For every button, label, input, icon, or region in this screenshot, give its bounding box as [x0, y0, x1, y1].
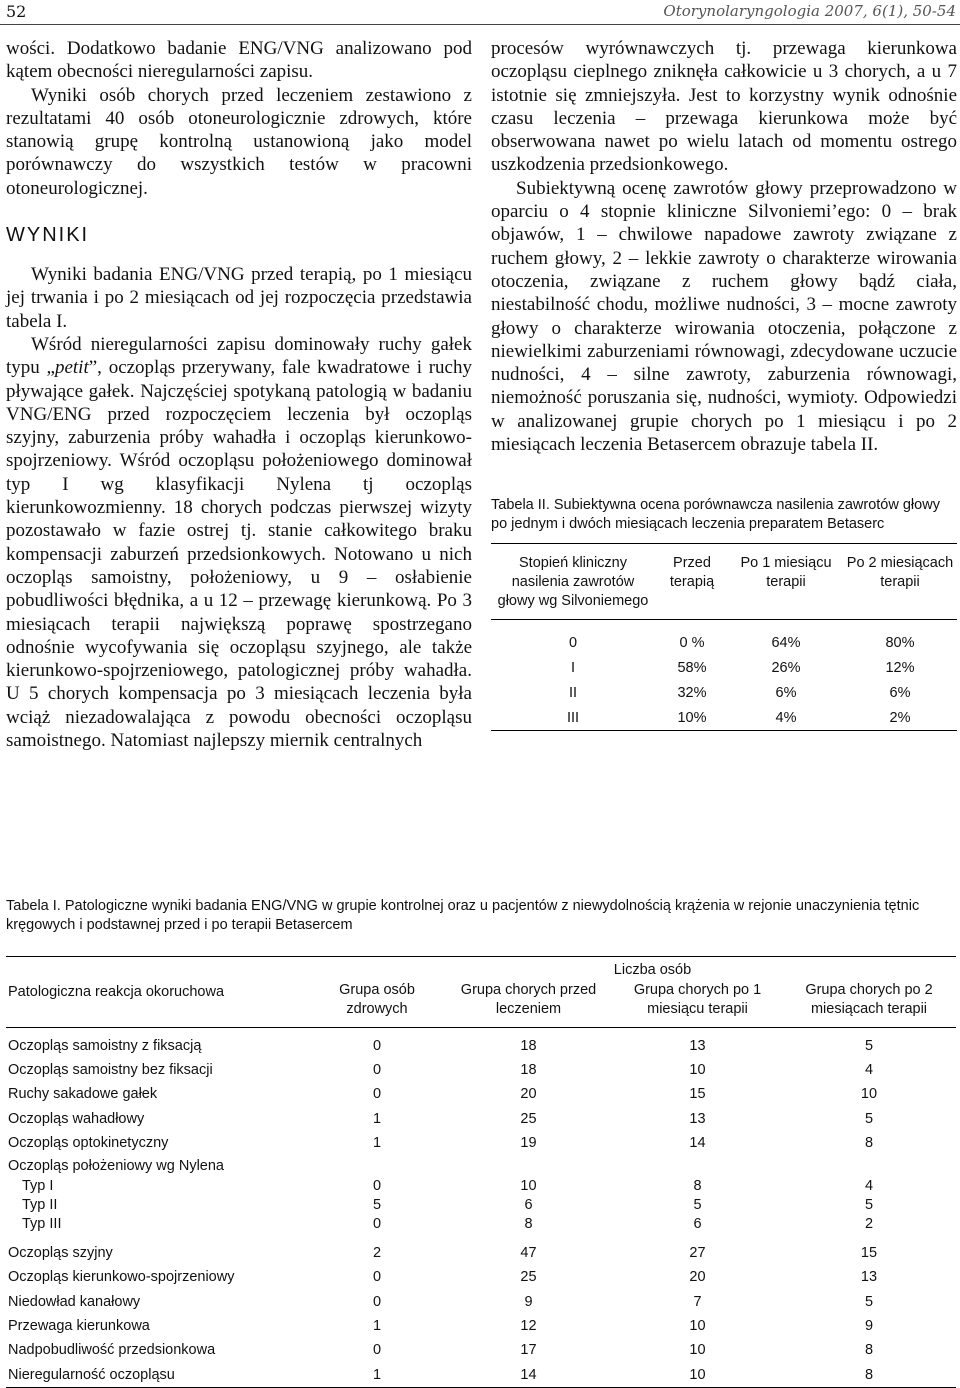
table-cell: 8 — [693, 1178, 702, 1195]
table-cell: 0 — [372, 1086, 382, 1103]
table-cell: Oczopląs położeniowy wg Nylena — [8, 1157, 224, 1174]
column-header: Po 1 miesiącu terapii — [740, 555, 832, 591]
table-row — [6, 1290, 956, 1314]
table-cell: 19 — [520, 1134, 537, 1151]
table-cell: 10 — [689, 1061, 706, 1078]
table-cell: 18 — [520, 1061, 537, 1078]
table-cell: 2% — [889, 709, 911, 726]
table-cell: 20 — [689, 1269, 706, 1286]
column-header: Grupa osób zdrowych — [339, 982, 415, 1017]
paragraph: procesów wyrównawczych tj. przewaga kierunkowa oczopląsu cieplnego zniknęła całkowicie u 3 chorych, a u 7 istotnie się zmniejszyła. Jest to korzystny wynik odnośnie czasu leczenia – przewaga kierunkowa może być obserwowana nawet po wielu latach od momentu ostrego uszkodzenia przedsionkowego. — [491, 38, 957, 176]
table-cell: 8 — [864, 1366, 874, 1383]
table-row — [6, 1339, 956, 1363]
column-header: Grupa chorych po 1 miesiącu terapii — [633, 982, 762, 1017]
header-rule — [0, 24, 960, 25]
table-cell: 5 — [864, 1293, 874, 1310]
table-cell — [613, 1155, 782, 1177]
table-cell: 17 — [520, 1342, 537, 1359]
table-cell: 5 — [864, 1037, 874, 1054]
group-header: Liczba osób — [613, 962, 692, 978]
table-cell: Oczopląs samoistny z fiksacją — [8, 1037, 202, 1054]
table-cell: 12% — [885, 659, 915, 676]
table-cell: 10 — [860, 1086, 878, 1103]
table-cell: 47 — [520, 1245, 537, 1262]
table-cell: 0 — [372, 1037, 382, 1054]
table-cell: 6% — [889, 684, 911, 701]
table-row — [491, 680, 957, 705]
right-column — [491, 37, 957, 731]
table-cell: 12 — [520, 1318, 537, 1335]
table-cell: 2 — [864, 1216, 874, 1233]
table-cell: I — [570, 659, 576, 676]
table-row — [6, 1058, 956, 1082]
table-cell: 0 — [372, 1061, 382, 1078]
paragraph: Wyniki badania ENG/VNG przed terapią, po 1 miesiącu jej trwania i po 2 miesiącach od jej rozpoczęcia przedstawia tabela I. — [6, 264, 472, 332]
table-cell: 5 — [864, 1110, 874, 1127]
table-cell: 26% — [771, 659, 801, 676]
table-row — [6, 1083, 956, 1107]
table-cell: Nadpobudliwość przedsionkowa — [8, 1342, 216, 1359]
table-row — [6, 1107, 956, 1131]
table-row — [6, 1266, 956, 1290]
table-cell: 5 — [693, 1197, 702, 1214]
table-group-row — [6, 1155, 956, 1177]
table-row — [6, 1028, 956, 1059]
column-header: Patologiczna reakcja okoruchowa — [8, 983, 225, 1000]
table-row — [6, 1131, 956, 1155]
table-cell: 4% — [775, 709, 797, 726]
table-cell: 25 — [520, 1269, 537, 1286]
page-header — [0, 0, 960, 26]
table-cell: 6 — [693, 1216, 702, 1233]
table-cell: 1 — [372, 1318, 382, 1335]
italic-term: petit — [54, 357, 89, 379]
paragraph-text: ”, oczopląs przerywany, fale kwadratowe i ruchy pływające gałek. Najczęściej spotykaną patologią w badaniu VNG/ENG przed rozpoczęciem leczenia był oczopląs szyjny, zaburzenia próby wahadła i oczopląs kierunkowo-spojrzeniowy. Wśród oczopląsu położeniowego dominował typ I wg klasyfikacji Nylena tj oczopląs kierunkowozmienny. 18 chorych podczas pierwszej wizyty pozostawało w fazie ostrej tj. stanie całkowitego braku kompensacji zaburzeń przedsionkowych. Notowano u nich oczopląs samoistny, położeniowy, u 9 – osłabienie pobudliwości błędnika, a u 12 – przewagę kierunkową. Po 3 miesiącach terapii największą poprawę spostrzegano odnośnie wycofywania się oczopląsu szyjnego, ale także kierunkowo-spojrzeniowego, patologicznej próby wahadła. U 5 chorych kompensacja po 3 miesiącach leczenia była wciąż niezadowalająca z powodu obecności oczopląsu samoistnego. Natomiast najlepszy miernik centralnych — [6, 357, 472, 752]
table-cell: 4 — [864, 1178, 874, 1195]
table-cell: 0 — [372, 1342, 382, 1359]
table-cell: 25 — [520, 1110, 537, 1127]
table-cell: 0 — [372, 1293, 382, 1310]
table-cell: 58% — [677, 659, 707, 676]
table-cell: 9 — [864, 1318, 874, 1335]
table-cell: 18 — [520, 1037, 537, 1054]
paragraph: Subiektywną ocenę zawrotów głowy przeprowadzono w oparciu o 4 stopnie kliniczne Silvoniemi’ego: 0 – brak objawów, 1 – chwilowe napadowe zawroty związane z ruchem głowy, 2 – lekkie zawroty o charakterze wirowania otoczenia, związane z ruchem głowy bądź ciała, niestabilność chodu, możliwe nudności, 3 – mocne zawroty głowy o charakterze wirowania otoczenia, połączone z niewielkimi zaburzeniami równowagi, zdecydowane uczucie nudności, 4 – silne zawroty, zaburzenia równowagi, niemożność poruszania się, nudności, wymioty. Odpowiedzi w analizowanej grupie chorych po 1 miesiącu i po 2 miesiącach leczenia Betasercem obrazuje tabela II. — [491, 177, 957, 456]
table-cell: 20 — [520, 1086, 537, 1103]
table-cell: Oczopląs szyjny — [8, 1245, 113, 1262]
table-cell: Oczopląs samoistny bez fiksacji — [8, 1061, 213, 1078]
left-column — [6, 37, 472, 752]
table-row — [6, 1215, 956, 1241]
page-number: 52 — [6, 2, 27, 21]
table-cell: 80% — [885, 634, 915, 651]
table-cell: 27 — [689, 1245, 706, 1262]
table-cell: 10 — [520, 1178, 537, 1195]
table-cell: 13 — [689, 1037, 706, 1054]
table-cell: Oczopląs wahadłowy — [8, 1110, 145, 1127]
table-cell: 0 — [372, 1216, 382, 1233]
table-cell: 1 — [372, 1366, 382, 1383]
table-cell: Oczopląs kierunkowo-spojrzeniowy — [8, 1269, 235, 1286]
table-cell: 14 — [520, 1366, 537, 1383]
table-cell: 1 — [372, 1134, 382, 1151]
table-cell: 10 — [689, 1366, 706, 1383]
table-cell: Nieregularność oczopląsu — [8, 1366, 175, 1383]
table-row — [6, 1314, 956, 1338]
table2-caption: Tabela II. Subiektywna ocena porównawcza nasilenia zawrotów głowy po jednym i dwóch miesiącach leczenia preparatem Betaserc — [491, 497, 940, 532]
table-cell — [782, 1155, 956, 1177]
table-cell: 10 — [689, 1318, 706, 1335]
table-cell: 6 — [524, 1197, 533, 1214]
table-cell: Ruchy sakadowe gałek — [8, 1086, 158, 1103]
table-header-row — [6, 957, 956, 982]
table-cell — [444, 1155, 613, 1177]
table-row — [491, 705, 957, 731]
column-header: Grupa chorych po 2 miesiącach terapii — [805, 982, 933, 1017]
table-cell: Typ II — [22, 1197, 58, 1214]
table-cell: 5 — [864, 1197, 874, 1214]
table-row — [6, 1196, 956, 1215]
table-cell: 6% — [775, 684, 797, 701]
table-cell: 7 — [693, 1293, 702, 1310]
table-row — [6, 1363, 956, 1388]
table-cell: II — [568, 684, 578, 701]
table-cell: 13 — [860, 1269, 878, 1286]
table-cell: 2 — [372, 1245, 382, 1262]
paragraph: Wyniki osób chorych przed leczeniem zestawiono z rezultatami 40 osób otoneurologicznie zdrowych, które stanowią grupę kontrolną ustanowioną jako model porównawczy do wszystkich testów w pracowni otoneurologicznej. — [6, 84, 472, 199]
table-row — [491, 655, 957, 680]
table-cell: 0 % — [679, 634, 705, 651]
table-cell: 4 — [864, 1061, 874, 1078]
section-heading: WYNIKI — [6, 224, 90, 247]
table-cell — [310, 1155, 444, 1177]
table-cell: 8 — [864, 1134, 874, 1151]
paragraph-text: Wśród nieregularności zapisu dominowały ruchy gałek typu „ — [6, 333, 472, 379]
paragraph: wości. Dodatkowo badanie ENG/VNG analizowano pod kątem obecności nieregularności zapisu. — [6, 38, 472, 83]
table-cell: 0 — [372, 1178, 382, 1195]
journal-reference: Otorynolaryngologia 2007, 6(1), 50-54 — [663, 2, 956, 20]
table-cell: 15 — [860, 1245, 878, 1262]
table-row — [491, 620, 957, 656]
table-cell: 9 — [524, 1293, 533, 1310]
table1-caption: Tabela I. Patologiczne wyniki badania ENG/VNG w grupie kontrolnej oraz u pacjentów z niewydolnością krążenia w rejonie unaczynienia tętnic kręgowych i podstawnej przed i po terapii Betasercem — [6, 898, 920, 933]
table-cell: 5 — [372, 1197, 382, 1214]
table-cell: 1 — [372, 1110, 382, 1127]
table-cell: Typ I — [22, 1178, 54, 1195]
column-header: Po 2 miesiącach terapii — [846, 555, 954, 591]
table-row — [6, 1177, 956, 1196]
table-cell: 15 — [689, 1086, 706, 1103]
table-cell: Przewaga kierunkowa — [8, 1318, 150, 1335]
table-cell: 32% — [677, 684, 707, 701]
paragraph — [6, 333, 472, 752]
table-cell: 0 — [568, 634, 578, 651]
table-cell: Oczopląs optokinetyczny — [8, 1134, 169, 1151]
table-cell: 14 — [689, 1134, 706, 1151]
table-cell: III — [566, 709, 580, 726]
table-cell: 10% — [677, 709, 707, 726]
table-cell: 8 — [864, 1342, 874, 1359]
table-cell: 8 — [524, 1216, 533, 1233]
table-cell: Niedowład kanałowy — [8, 1293, 141, 1310]
table2 — [491, 543, 957, 731]
table-cell: 10 — [689, 1342, 706, 1359]
table-row — [6, 1241, 956, 1265]
table-cell: 64% — [771, 634, 801, 651]
column-header: Przed terapią — [669, 555, 715, 591]
table-cell: Typ III — [22, 1216, 62, 1233]
table-cell: 0 — [372, 1269, 382, 1286]
column-header: Stopień kliniczny nasilenia zawrotów głowy wg Silvoniemego — [497, 555, 649, 610]
table-header-row — [491, 544, 957, 620]
table1 — [6, 956, 956, 1388]
column-header: Grupa chorych przed leczeniem — [460, 982, 597, 1017]
table-cell: 13 — [689, 1110, 706, 1127]
